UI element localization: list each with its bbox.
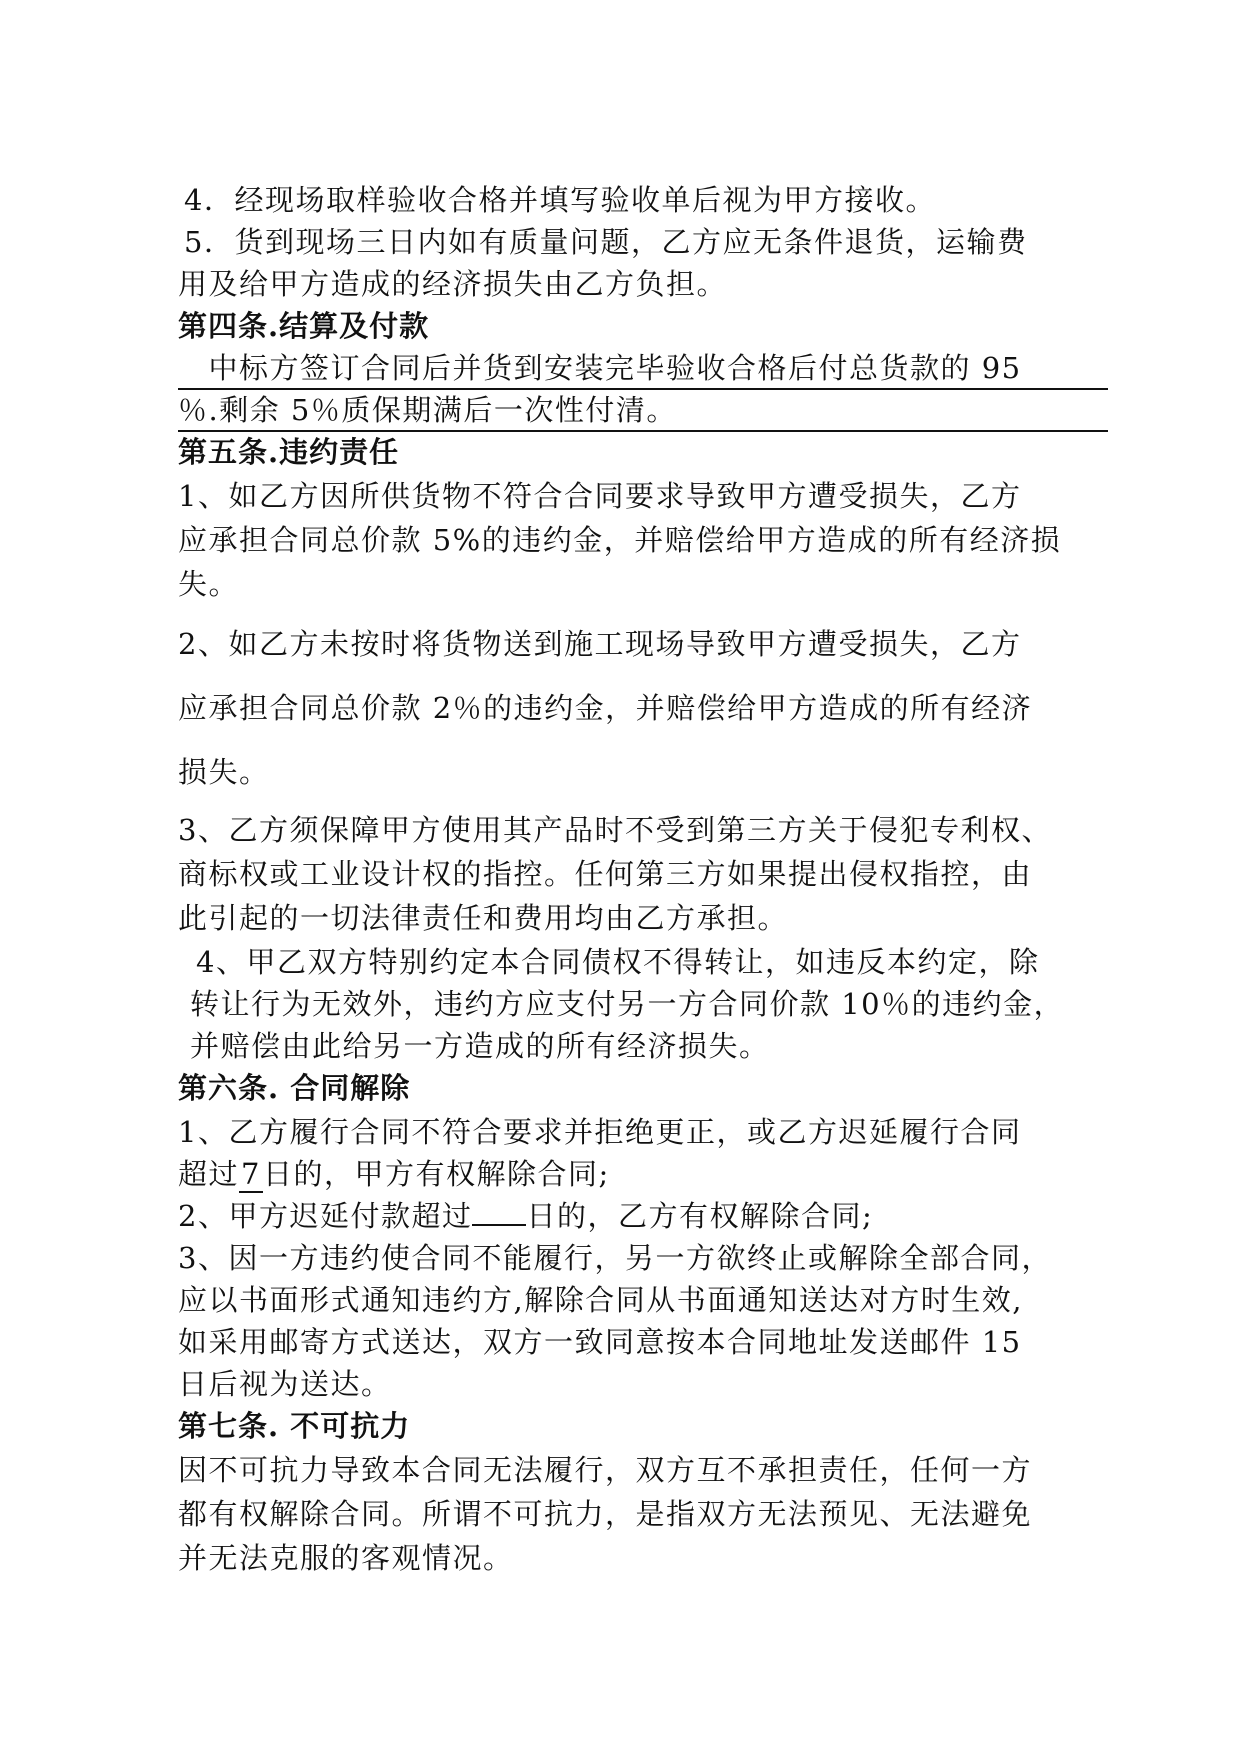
clause5-item3-line1: 3、乙方须保障甲方使用其产品时不受到第三方关于侵犯专利权、 (178, 813, 1052, 847)
clause4-line2: ％.剩余 5％质保期满后一次性付清。 (178, 390, 1108, 432)
clause6-item2-text-b: 日的，乙方有权解除合同; (526, 1199, 874, 1233)
clause6-item3-line1: 3、因一方违约使合同不能履行，另一方欲终止或解除全部合同， (178, 1241, 1052, 1275)
clause6-item3-line3: 如采用邮寄方式送达，双方一致同意按本合同地址发送邮件 15 (178, 1325, 1022, 1359)
clause3-item5-line1: 5．货到现场三日内如有质量问题，乙方应无条件退货，运输费 (184, 225, 1028, 259)
clause5-item1-line3: 失。 (178, 567, 240, 601)
clause5-item2-line2: 应承担合同总价款 2％的违约金，并赔偿给甲方造成的所有经济 (178, 691, 1033, 725)
clause6-item2 (178, 1196, 1108, 1236)
clause7-line1: 因不可抗力导致本合同无法履行，双方互不承担责任，任何一方 (178, 1453, 1033, 1487)
clause7-line3: 并无法克服的客观情况。 (178, 1541, 514, 1575)
clause7-line2: 都有权解除合同。所谓不可抗力，是指双方无法预见、无法避免 (178, 1497, 1033, 1531)
days-value: 7 (241, 1157, 261, 1191)
clause6-item1-text-b: 日的，甲方有权解除合同; (262, 1157, 610, 1191)
clause3-item4: 4．经现场取样验收合格并填写验收单后视为甲方接收。 (184, 183, 936, 217)
clause5-item1-line1: 1、如乙方因所供货物不符合合同要求导致甲方遭受损失，乙方 (178, 479, 1022, 513)
clause6-item1-text-a: 超过 (178, 1157, 240, 1191)
clause5-item2-line1: 2、如乙方未按时将货物送到施工现场导致甲方遭受损失，乙方 (178, 627, 1022, 661)
clause3-item5-line2: 用及给甲方造成的经济损失由乙方负担。 (178, 267, 728, 301)
clause6-item1-line1: 1、乙方履行合同不符合要求并拒绝更正，或乙方迟延履行合同 (178, 1115, 1022, 1149)
clause4-title: 第四条.结算及付款 (178, 309, 430, 343)
clause6-item2-text-a: 2、甲方迟延付款超过 (178, 1199, 473, 1233)
clause5-item3-line3: 此引起的一切法律责任和费用均由乙方承担。 (178, 901, 789, 935)
clause5-item4-line1: 4、甲乙双方特别约定本合同债权不得转让，如违反本约定，除 (196, 945, 1040, 979)
days-blank (472, 1198, 526, 1226)
clause7-title: 第七条. 不可抗力 (178, 1409, 411, 1443)
clause5-item1-line2: 应承担合同总价款 5%的违约金，并赔偿给甲方造成的所有经济损 (178, 523, 1062, 557)
clause5-item4-line2: 转让行为无效外，违约方应支付另一方合同价款 10％的违约金， (190, 987, 1065, 1021)
clause4-line1: 中标方签订合同后并货到安装完毕验收合格后付总货款的 95 (178, 348, 1108, 390)
clause6-item3-line4: 日后视为送达。 (178, 1367, 392, 1401)
clause6-item3-line2: 应以书面形式通知违约方,解除合同从书面通知送达对方时生效, (178, 1283, 1023, 1317)
clause5-item2-line3: 损失。 (178, 755, 270, 789)
clause6-title: 第六条. 合同解除 (178, 1071, 411, 1105)
clause5-item4-line3: 并赔偿由此给另一方造成的所有经济损失。 (190, 1029, 770, 1063)
clause5-item3-line2: 商标权或工业设计权的指控。任何第三方如果提出侵权指控，由 (178, 857, 1033, 891)
clause5-title: 第五条.违约责任 (178, 435, 400, 469)
clause6-item1-line2 (178, 1154, 1108, 1194)
